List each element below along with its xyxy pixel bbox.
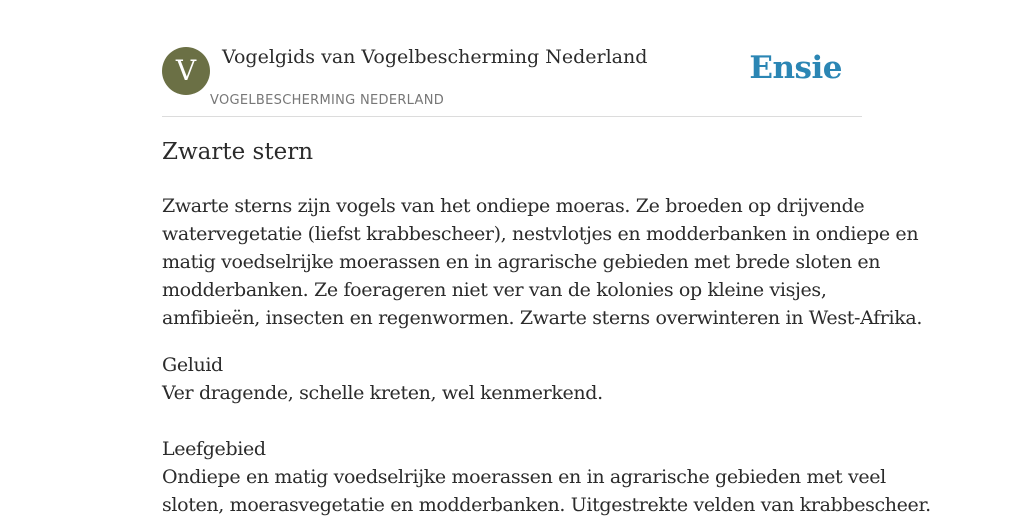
- section-heading: Geluid: [162, 354, 223, 376]
- section-heading: Leefgebied: [162, 438, 266, 460]
- section-text-line: Ver dragende, schelle kreten, wel kenmerkend.: [162, 382, 603, 404]
- section-text-line: Ondiepe en matig voedselrijke moerassen en in agrarische gebieden met veel: [162, 466, 886, 488]
- intro-line: Zwarte sterns zijn vogels van het ondiepe moeras. Ze broeden op drijvende: [162, 195, 865, 217]
- intro-line: modderbanken. Ze foerageren niet ver van de kolonies op kleine visjes,: [162, 279, 827, 301]
- publisher-label[interactable]: VOGELBESCHERMING NEDERLAND: [210, 93, 445, 108]
- intro-line: amfibieën, insecten en regenwormen. Zwarte sterns overwinteren in West-Afrika.: [162, 307, 923, 329]
- entry-header: [162, 0, 862, 117]
- avatar[interactable]: V: [162, 47, 210, 95]
- intro-line: watervegetatie (liefst krabbescheer), nestvlotjes en modderbanken in ondiepe en: [162, 223, 919, 245]
- section-leefgebied: [162, 435, 931, 519]
- section-geluid: [162, 351, 872, 407]
- ensie-logo[interactable]: Ensie: [749, 50, 842, 86]
- section-text-line: sloten, moerasvegetatie en modderbanken. Uitgestrekte velden van krabbescheer.: [162, 494, 931, 516]
- source-title-link[interactable]: Vogelgids van Vogelbescherming Nederland: [222, 46, 648, 68]
- entry-page: [162, 0, 931, 516]
- intro-paragraph: [162, 192, 923, 332]
- page-title: Zwarte stern: [162, 139, 314, 165]
- intro-line: matig voedselrijke moerassen en in agrarische gebieden met brede sloten en: [162, 251, 881, 273]
